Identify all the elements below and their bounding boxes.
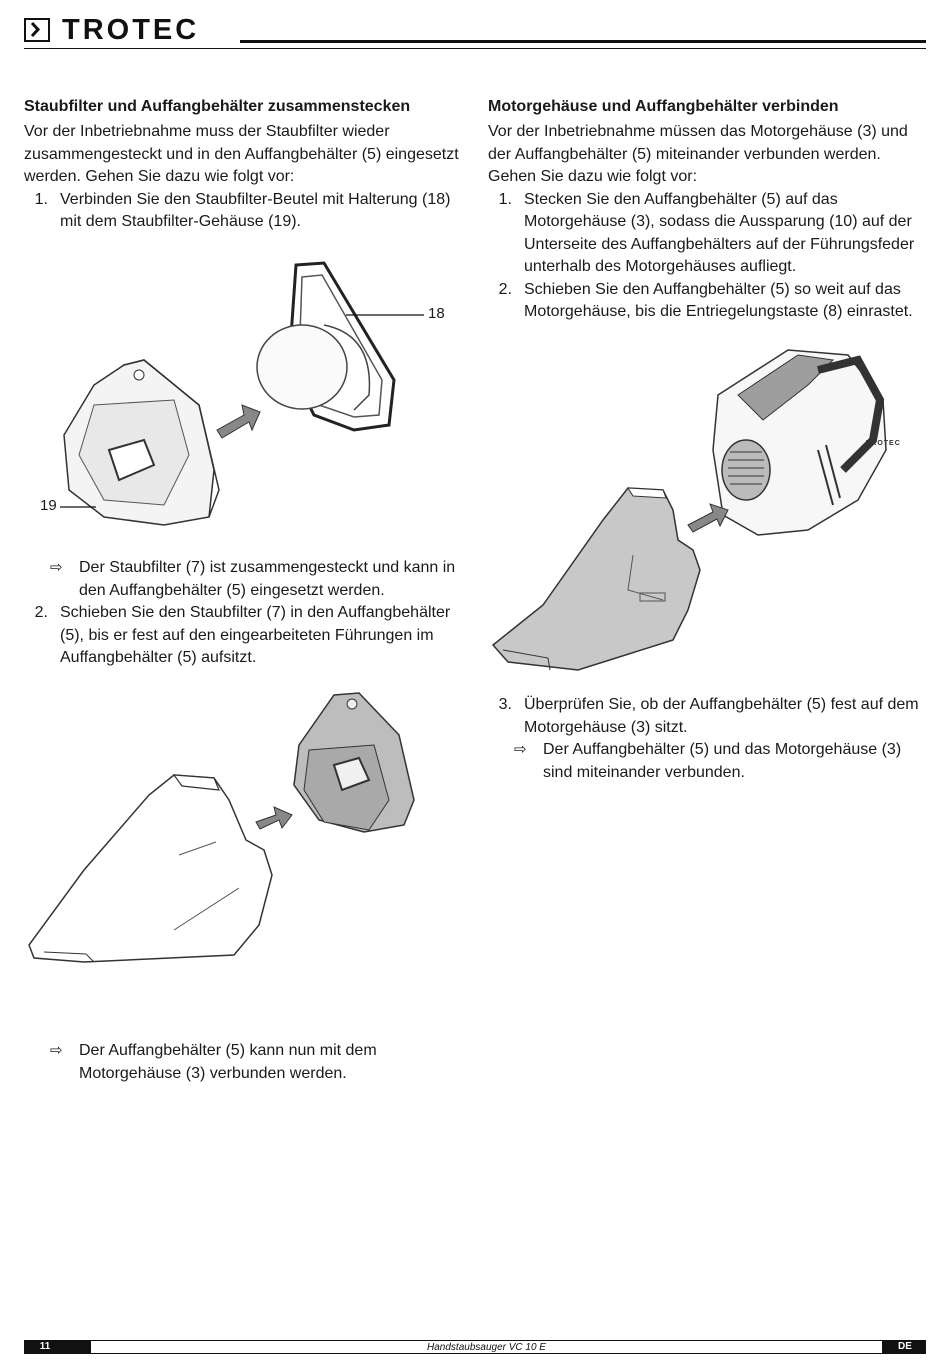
left-column-bottom [24, 1040, 469, 1085]
device-brand-label: TROTEC [866, 440, 901, 447]
step-number: 3. [498, 696, 512, 713]
right-column [488, 96, 928, 324]
section-heading: Staubfilter und Auffangbehälter zusammenstecken [24, 98, 411, 115]
step-item [488, 694, 928, 739]
step-item [488, 279, 928, 324]
intro-text: Vor der Inbetriebnahme muss der Staubfilter wieder zusammengesteckt und in den Auffangbehälter (5) eingesetzt werden. Gehen Sie dazu wie folgt vor: [24, 123, 459, 185]
step-number: 1. [498, 190, 512, 208]
right-column-lower [488, 694, 928, 784]
step-text: Verbinden Sie den Staubfilter-Beutel mit Halterung (18) mit dem Staubfilter-Gehäuse (19). [60, 190, 451, 230]
step-item [24, 602, 469, 670]
arrow-right-outline-icon: ⇨ [514, 741, 527, 758]
result-text: Der Staubfilter (7) ist zusammengesteckt und kann in den Auffangbehälter (5) eingesetzt werden. [79, 559, 456, 599]
filter-assembly-illustration [24, 255, 464, 535]
brand-name: TROTEC [62, 14, 200, 46]
step-text: Überprüfen Sie, ob der Auffangbehälter (5) fest auf dem Motorgehäuse (3) sitzt. [524, 696, 919, 736]
step-text: Stecken Sie den Auffangbehälter (5) auf das Motorgehäuse (3), sodass die Aussparung (10) auf der Unterseite des Auffangbehälters auf der Führungsfeder unterhalb des Motorgehäuses aufliegt. [524, 190, 915, 275]
step-text: Schieben Sie den Staubfilter (7) in den Auffangbehälter (5), bis er fest auf den eingearbeiteten Führungen im Auffangbehälter (5) aufsitzt. [60, 604, 451, 666]
document-title: Handstaubsauger VC 10 E [91, 1340, 882, 1354]
page-footer [24, 1340, 926, 1354]
arrow-right-outline-icon: ⇨ [50, 1042, 63, 1059]
filter-insertion-illustration [24, 690, 444, 990]
result-item [488, 739, 928, 784]
step-number: 2. [498, 280, 512, 298]
language-code: DE [898, 1341, 912, 1352]
arrow-right-outline-icon: ⇨ [50, 559, 63, 576]
callout-19: 19 [40, 497, 57, 514]
brand-logo [24, 16, 234, 46]
result-text: Der Auffangbehälter (5) und das Motorgehäuse (3) sind miteinander verbunden. [543, 741, 902, 781]
chevron-logo-icon [24, 18, 50, 42]
result-item [24, 1040, 469, 1085]
header-rule-thin [24, 48, 926, 49]
left-column [24, 96, 469, 234]
page-number: 11 [39, 1341, 51, 1352]
section-heading: Motorgehäuse und Auffangbehälter verbinden [488, 98, 839, 115]
step-number: 1. [34, 190, 48, 208]
step-text: Schieben Sie den Auffangbehälter (5) so weit auf das Motorgehäuse, bis die Entriegelungstaste (8) einrastet. [524, 280, 913, 320]
result-text: Der Auffangbehälter (5) kann nun mit dem Motorgehäuse (3) verbunden werden. [79, 1042, 377, 1082]
step-item [24, 189, 469, 234]
callout-18: 18 [428, 305, 445, 322]
header-rule-thick [240, 40, 926, 43]
connect-housing-illustration [488, 340, 898, 680]
left-column-lower [24, 557, 469, 670]
step-item [488, 189, 928, 279]
intro-text: Vor der Inbetriebnahme müssen das Motorgehäuse (3) und der Auffangbehälter (5) miteinander verbunden werden. Gehen Sie dazu wie folgt vor: [488, 123, 908, 185]
result-item [24, 557, 469, 602]
step-number: 2. [34, 604, 48, 621]
